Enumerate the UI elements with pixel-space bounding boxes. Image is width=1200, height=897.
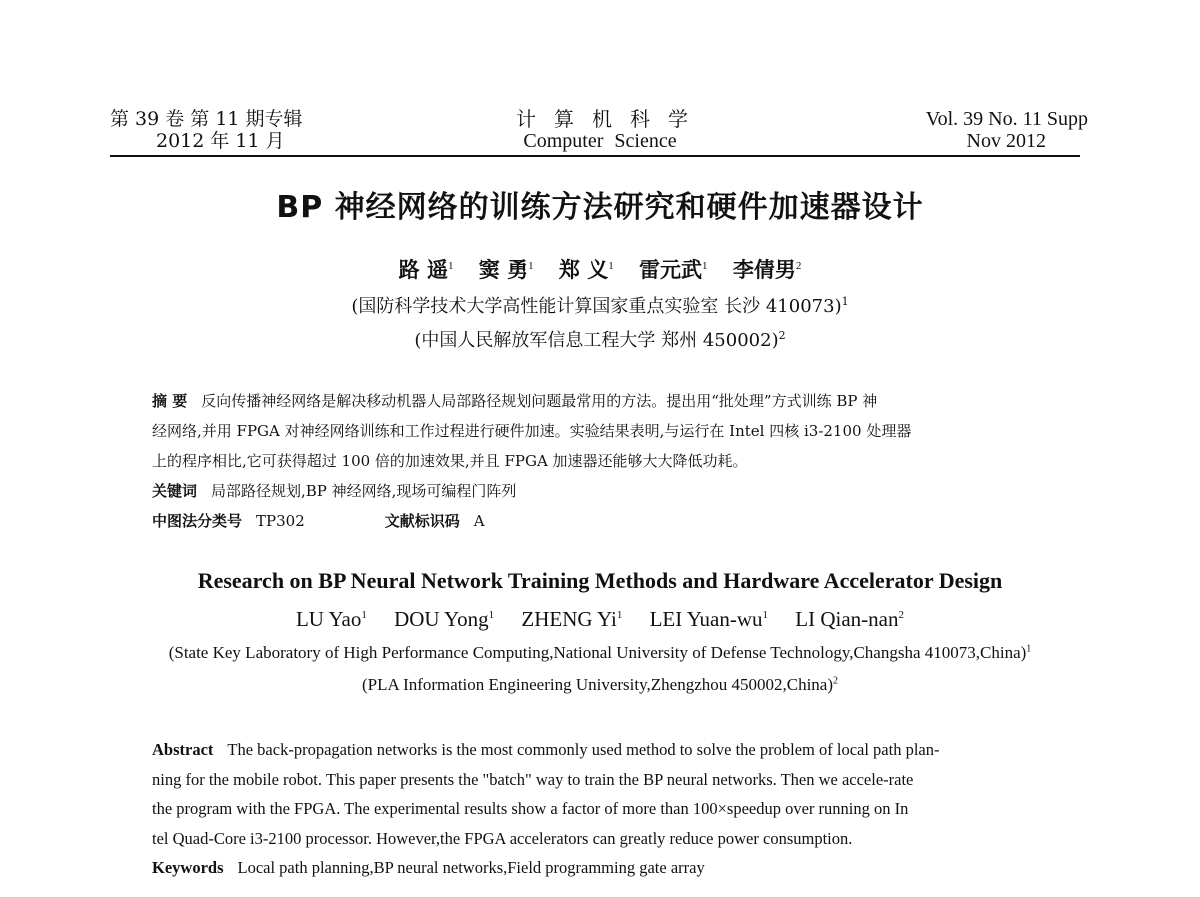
author-en: ZHENG Yi$^1$: [521, 607, 623, 631]
abstract-en-line: Abstract The back-propagation networks is the most commonly used method to solve the problem of local path plan-: [152, 740, 940, 759]
author-en: LEI Yuan-$wu^1$: [649, 607, 769, 631]
author-en: DOU Yong$^1$: [394, 607, 495, 631]
document-code-value: A: [473, 512, 485, 530]
classification-label: 中图法分类号: [152, 512, 243, 530]
paper-title-en: Research on BP Neural Network Training Methods and Hardware Accelerator Design: [197, 568, 1003, 593]
author-en: LI Qian-nan$^2$: [795, 607, 904, 631]
author-list-en: [0, 607, 1200, 632]
abstract-en-line: tel Quad-Core i3-2100 processor. However,the FPGA accelerators can greatly reduce power consumption.: [152, 828, 853, 848]
paper-title-cn: BP 神经网络的训练方法研究和硬件加速器设计: [276, 190, 924, 225]
classification-value: TP302: [256, 512, 305, 530]
journal-name-en: Computer Science: [523, 130, 677, 152]
author-en: LU Yao$^1$: [295, 607, 367, 631]
keywords-en: Keywords Local path planning,BP neural networks,Field programming gate array: [152, 858, 705, 877]
journal-name-cn: 计算机科学: [516, 107, 706, 131]
abstract-cn-label: 摘 要: [152, 392, 188, 410]
classification-line: [152, 506, 1052, 536]
affiliation-cn: (中国人民解放军信息工程大学 郑州 450002)$^2$: [414, 329, 786, 351]
abstract-en-line: the program with the FPGA. The experimental results show a factor of more than 100×speedup over running on In: [152, 799, 909, 818]
abstract-cn-line: 摘 要 反向传播神经网络是解决移动机器人局部路径规划问题最常用的方法。提出用“批处理”方式训练 BP 神: [152, 392, 878, 410]
volume-issue-en: Vol. 39 No. 11 Supp: [925, 108, 1088, 130]
affiliation-cn: (国防科学技术大学高性能计算国家重点实验室 长沙 410073)$^1$: [351, 295, 849, 317]
journal-volume-info-en: [926, 108, 1088, 152]
author-cn: 郑 义$^1$: [558, 258, 614, 282]
keywords-cn-label: 关键词: [152, 482, 198, 500]
publication-date-en: Nov 2012: [966, 130, 1046, 152]
abstract-cn-line: 上的程序相比,它可获得超过 100 倍的加速效果,并且 FPGA 加速器还能够大大降低功耗。: [152, 452, 748, 470]
author-cn: 窦 勇$^1$: [478, 258, 534, 282]
keywords-cn: 关键词 局部路径规划,BP 神经网络,现场可编程门阵列: [152, 482, 517, 500]
author-cn: 雷元武$^1$: [639, 258, 708, 282]
header-rule: [110, 155, 1080, 157]
abstract-cn: [152, 386, 1052, 536]
keywords-en-label: Keywords: [152, 858, 224, 877]
author-list-cn: [0, 254, 1200, 284]
author-cn: 路 遥$^1$: [398, 258, 454, 282]
abstract-en-line: ning for the mobile robot. This paper presents the "batch" way to train the BP neural networks. Then we accele-rate: [152, 769, 914, 789]
publication-date-cn: 2012 年 11 月: [156, 130, 285, 152]
document-code-label: 文献标识码: [384, 512, 460, 530]
affiliation-en: (State Key Laboratory of High Performance Computing,National University of Defense Technology,Changsha 410073,China)$^1$: [168, 643, 1032, 662]
volume-issue: 第 39 卷 第 11 期专辑: [110, 108, 303, 130]
affiliation-en: (PLA Information Engineering University,Zhengzhou 450002,China)$^2$: [361, 675, 839, 694]
author-cn: 李倩男$^2$: [732, 258, 802, 282]
abstract-en: [152, 735, 1052, 883]
abstract-cn-line: 经网络,并用 FPGA 对神经网络训练和工作过程进行硬件加速。实验结果表明,与运行在 Intel 四核 i3-2100 处理器: [152, 422, 912, 440]
abstract-en-label: Abstract: [152, 740, 214, 759]
